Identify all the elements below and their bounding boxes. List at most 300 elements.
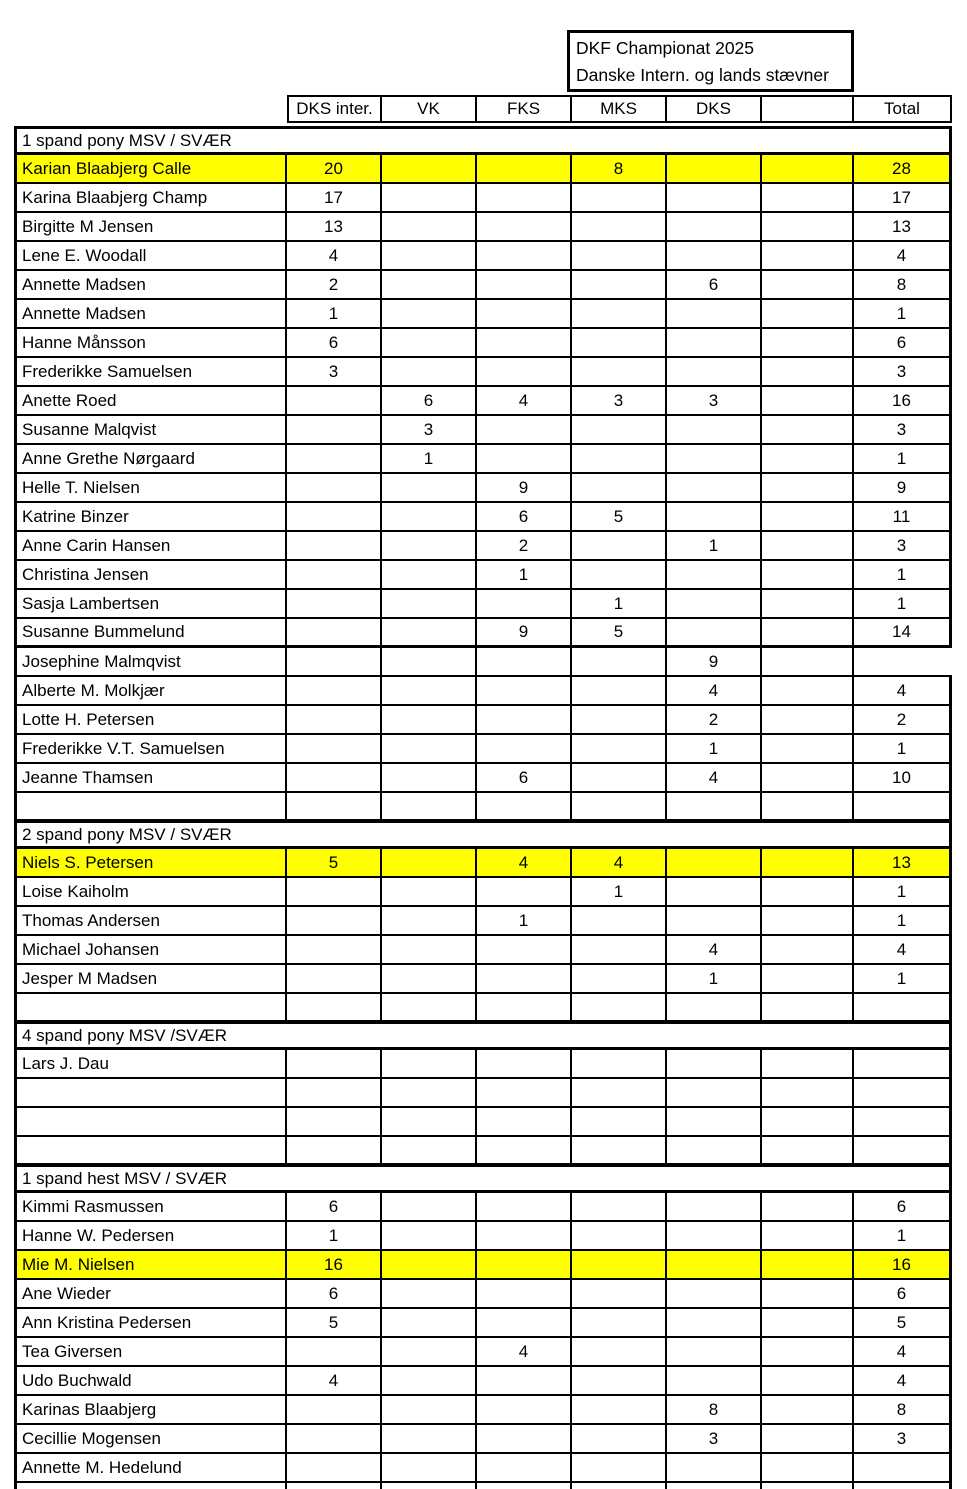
value-cell <box>762 1222 854 1251</box>
name-cell: Alberte M. Molkjær <box>14 677 287 706</box>
value-cell <box>854 1108 952 1137</box>
table-row <box>14 936 952 965</box>
value-cell <box>572 416 667 445</box>
value-cell <box>287 1338 382 1367</box>
section-header-2-spand-pony-msv-sv-r: 2 spand pony MSV / SVÆR <box>14 820 952 849</box>
value-cell <box>762 445 854 474</box>
value-cell <box>287 1079 382 1108</box>
value-cell: 1 <box>572 878 667 907</box>
value-cell: 6 <box>287 1193 382 1222</box>
value-cell: 8 <box>572 155 667 184</box>
value-cell <box>287 387 382 416</box>
value-cell <box>382 706 477 735</box>
name-cell <box>14 793 287 822</box>
value-cell <box>572 1483 667 1489</box>
value-cell <box>382 300 477 329</box>
value-cell: 3 <box>854 532 952 561</box>
column-header-fks: FKS <box>477 95 572 123</box>
value-cell <box>287 619 382 648</box>
value-cell <box>382 561 477 590</box>
value-cell <box>762 706 854 735</box>
value-cell <box>477 648 572 677</box>
value-cell <box>762 532 854 561</box>
value-cell <box>572 907 667 936</box>
value-cell <box>382 994 477 1023</box>
value-cell <box>762 416 854 445</box>
value-cell <box>667 474 762 503</box>
value-cell <box>667 1483 762 1489</box>
value-cell <box>287 503 382 532</box>
value-cell <box>667 849 762 878</box>
name-cell: Ann Kristina Pedersen <box>14 1309 287 1338</box>
value-cell <box>572 1251 667 1280</box>
value-cell <box>667 503 762 532</box>
name-cell <box>14 1137 287 1166</box>
value-cell <box>382 184 477 213</box>
value-cell <box>854 1050 952 1079</box>
value-cell <box>287 445 382 474</box>
value-cell <box>382 735 477 764</box>
section-header-4-spand-pony-msv-sv-r: 4 spand pony MSV /SVÆR <box>14 1021 952 1050</box>
value-cell <box>477 271 572 300</box>
value-cell <box>477 300 572 329</box>
value-cell <box>382 1193 477 1222</box>
value-cell <box>382 358 477 387</box>
value-cell <box>667 1367 762 1396</box>
value-cell <box>477 1280 572 1309</box>
value-cell <box>477 329 572 358</box>
value-cell <box>667 445 762 474</box>
value-cell: 1 <box>854 1222 952 1251</box>
name-cell: Annette M. Hedelund <box>14 1454 287 1483</box>
name-cell: Tea Giversen <box>14 1338 287 1367</box>
section-body <box>14 155 952 822</box>
name-cell: Sasja Lambertsen <box>14 590 287 619</box>
name-cell: Hanne W. Pedersen <box>14 1222 287 1251</box>
value-cell: 3 <box>854 416 952 445</box>
table-row <box>14 445 952 474</box>
table-row <box>14 1454 952 1483</box>
value-cell: 3 <box>287 358 382 387</box>
value-cell <box>762 358 854 387</box>
value-cell <box>382 1396 477 1425</box>
value-cell <box>572 735 667 764</box>
value-cell <box>572 1425 667 1454</box>
page-subtitle: Danske Intern. og lands stævner <box>576 65 829 85</box>
value-cell <box>762 1280 854 1309</box>
value-cell <box>762 213 854 242</box>
column-header-dks-inter: DKS inter. <box>287 95 382 123</box>
value-cell <box>477 1079 572 1108</box>
value-cell <box>572 1309 667 1338</box>
value-cell <box>477 1251 572 1280</box>
value-cell <box>477 1050 572 1079</box>
table-row <box>14 907 952 936</box>
value-cell <box>762 936 854 965</box>
value-cell <box>572 1367 667 1396</box>
value-cell: 17 <box>854 184 952 213</box>
value-cell <box>287 561 382 590</box>
value-cell: 4 <box>477 387 572 416</box>
name-cell: Anette Roed <box>14 387 287 416</box>
table-row <box>14 271 952 300</box>
table-row <box>14 329 952 358</box>
value-cell <box>477 994 572 1023</box>
value-cell <box>762 1367 854 1396</box>
value-cell: 1 <box>667 532 762 561</box>
value-cell <box>667 242 762 271</box>
value-cell: 14 <box>854 619 952 648</box>
name-cell: Michael Johansen <box>14 936 287 965</box>
value-cell <box>572 706 667 735</box>
value-cell <box>572 242 667 271</box>
value-cell <box>287 1483 382 1489</box>
value-cell <box>382 677 477 706</box>
value-cell <box>572 793 667 822</box>
value-cell <box>762 878 854 907</box>
value-cell <box>382 764 477 793</box>
value-cell <box>667 329 762 358</box>
column-header-row <box>14 95 952 123</box>
value-cell <box>572 1050 667 1079</box>
title-box <box>567 30 854 92</box>
value-cell: 9 <box>854 474 952 503</box>
value-cell <box>667 561 762 590</box>
value-cell <box>477 1108 572 1137</box>
value-cell <box>762 184 854 213</box>
value-cell <box>667 1338 762 1367</box>
value-cell <box>382 1454 477 1483</box>
value-cell <box>382 329 477 358</box>
value-cell <box>762 764 854 793</box>
value-cell <box>572 474 667 503</box>
value-cell <box>477 155 572 184</box>
value-cell <box>477 1483 572 1489</box>
value-cell <box>762 387 854 416</box>
value-cell <box>667 1222 762 1251</box>
value-cell: 5 <box>287 849 382 878</box>
table-row <box>14 1222 952 1251</box>
value-cell <box>667 416 762 445</box>
value-cell <box>382 474 477 503</box>
value-cell: 1 <box>287 300 382 329</box>
value-cell <box>762 503 854 532</box>
table-row <box>14 416 952 445</box>
value-cell: 8 <box>667 1396 762 1425</box>
value-cell <box>572 271 667 300</box>
table-row <box>14 561 952 590</box>
value-cell <box>762 1193 854 1222</box>
value-cell <box>667 1137 762 1166</box>
value-cell <box>477 1396 572 1425</box>
value-cell <box>477 416 572 445</box>
value-cell <box>762 1108 854 1137</box>
value-cell <box>572 1222 667 1251</box>
value-cell <box>762 1396 854 1425</box>
table-row <box>14 764 952 793</box>
name-cell: Frederikke V.T. Samuelsen <box>14 735 287 764</box>
value-cell <box>477 677 572 706</box>
value-cell <box>477 965 572 994</box>
value-cell <box>287 764 382 793</box>
value-cell: 8 <box>854 1396 952 1425</box>
name-cell: Lene E. Woodall <box>14 242 287 271</box>
table-row <box>14 532 952 561</box>
value-cell <box>667 1280 762 1309</box>
value-cell <box>762 474 854 503</box>
value-cell <box>382 1137 477 1166</box>
value-cell <box>572 532 667 561</box>
value-cell: 6 <box>287 1280 382 1309</box>
section-header-1-spand-hest-msv-sv-r: 1 spand hest MSV / SVÆR <box>14 1164 952 1193</box>
value-cell: 2 <box>667 706 762 735</box>
value-cell <box>287 936 382 965</box>
value-cell <box>667 590 762 619</box>
value-cell <box>382 1483 477 1489</box>
value-cell <box>382 936 477 965</box>
value-cell: 2 <box>477 532 572 561</box>
value-cell: 1 <box>667 735 762 764</box>
value-cell <box>382 1108 477 1137</box>
table-row <box>14 677 952 706</box>
value-cell <box>382 213 477 242</box>
table-row <box>14 994 952 1023</box>
name-cell: Jeanne Thamsen <box>14 764 287 793</box>
name-cell: Annette Madsen <box>14 271 287 300</box>
value-cell <box>572 965 667 994</box>
value-cell: 1 <box>477 561 572 590</box>
table-row <box>14 619 952 648</box>
table-row <box>14 1280 952 1309</box>
value-cell <box>477 706 572 735</box>
value-cell <box>667 213 762 242</box>
value-cell: 3 <box>667 387 762 416</box>
name-cell: Cecillie Mogensen <box>14 1425 287 1454</box>
name-cell: Niels S. Petersen <box>14 849 287 878</box>
value-cell <box>667 619 762 648</box>
value-cell <box>382 1079 477 1108</box>
value-cell <box>854 1483 952 1489</box>
value-cell <box>762 271 854 300</box>
value-cell <box>762 1454 854 1483</box>
value-cell <box>287 1396 382 1425</box>
value-cell <box>477 1222 572 1251</box>
name-cell <box>14 994 287 1023</box>
name-cell: Helle T. Nielsen <box>14 474 287 503</box>
value-cell <box>572 445 667 474</box>
value-cell: 4 <box>854 1367 952 1396</box>
value-cell: 4 <box>854 677 952 706</box>
table-row <box>14 213 952 242</box>
value-cell: 13 <box>854 849 952 878</box>
value-cell <box>854 994 952 1023</box>
value-cell: 5 <box>854 1309 952 1338</box>
value-cell <box>854 1079 952 1108</box>
value-cell <box>477 1454 572 1483</box>
value-cell <box>572 358 667 387</box>
column-header-vk: VK <box>382 95 477 123</box>
name-cell: Karinas Blaabjerg <box>14 1396 287 1425</box>
table-row <box>14 300 952 329</box>
value-cell <box>762 1425 854 1454</box>
value-cell: 1 <box>854 590 952 619</box>
value-cell <box>287 706 382 735</box>
value-cell <box>762 242 854 271</box>
value-cell: 3 <box>854 358 952 387</box>
table-row <box>14 793 952 822</box>
value-cell <box>762 1338 854 1367</box>
value-cell: 6 <box>854 329 952 358</box>
table-row <box>14 184 952 213</box>
value-cell <box>667 994 762 1023</box>
table-row <box>14 242 952 271</box>
value-cell <box>477 878 572 907</box>
value-cell <box>667 300 762 329</box>
column-header-spacer <box>14 95 287 123</box>
value-cell: 1 <box>854 300 952 329</box>
table-row <box>14 1367 952 1396</box>
value-cell: 17 <box>287 184 382 213</box>
value-cell <box>477 936 572 965</box>
value-cell <box>572 1396 667 1425</box>
value-cell <box>382 878 477 907</box>
value-cell <box>572 561 667 590</box>
value-cell <box>477 184 572 213</box>
section-header-1-spand-pony-msv-sv-r: 1 spand pony MSV / SVÆR <box>14 126 952 155</box>
value-cell: 6 <box>854 1193 952 1222</box>
value-cell <box>572 1137 667 1166</box>
table-row <box>14 1050 952 1079</box>
value-cell <box>287 677 382 706</box>
value-cell: 2 <box>854 706 952 735</box>
section-body <box>14 849 952 1023</box>
value-cell <box>572 1193 667 1222</box>
value-cell: 16 <box>854 1251 952 1280</box>
value-cell <box>287 590 382 619</box>
value-cell: 20 <box>287 155 382 184</box>
value-cell: 1 <box>854 965 952 994</box>
value-cell <box>572 1079 667 1108</box>
value-cell <box>382 1367 477 1396</box>
value-cell <box>762 793 854 822</box>
table-row <box>14 474 952 503</box>
table-row <box>14 965 952 994</box>
table-row <box>14 503 952 532</box>
value-cell: 4 <box>667 936 762 965</box>
value-cell: 6 <box>854 1280 952 1309</box>
table-row <box>14 1396 952 1425</box>
table-row <box>14 849 952 878</box>
table-row <box>14 1483 952 1489</box>
value-cell <box>382 1309 477 1338</box>
value-cell: 9 <box>477 619 572 648</box>
value-cell: 16 <box>287 1251 382 1280</box>
value-cell: 1 <box>854 878 952 907</box>
value-cell <box>762 1137 854 1166</box>
value-cell: 9 <box>667 648 762 677</box>
value-cell: 4 <box>287 242 382 271</box>
value-cell: 6 <box>477 503 572 532</box>
value-cell <box>854 1137 952 1166</box>
value-cell <box>382 1280 477 1309</box>
value-cell <box>382 271 477 300</box>
table-row <box>14 648 952 677</box>
value-cell: 4 <box>572 849 667 878</box>
value-cell <box>382 1222 477 1251</box>
value-cell <box>762 677 854 706</box>
value-cell <box>667 1193 762 1222</box>
value-cell: 28 <box>854 155 952 184</box>
value-cell <box>477 1137 572 1166</box>
value-cell <box>667 1050 762 1079</box>
value-cell <box>667 1309 762 1338</box>
name-cell: Anne Grethe Nørgaard <box>14 445 287 474</box>
value-cell <box>382 793 477 822</box>
table-row <box>14 590 952 619</box>
value-cell: 4 <box>854 242 952 271</box>
value-cell: 6 <box>667 271 762 300</box>
name-cell: Hanne Månsson <box>14 329 287 358</box>
value-cell: 4 <box>667 677 762 706</box>
value-cell <box>762 561 854 590</box>
value-cell: 3 <box>667 1425 762 1454</box>
value-cell <box>762 965 854 994</box>
value-cell: 6 <box>477 764 572 793</box>
name-cell: Jesper M Madsen <box>14 965 287 994</box>
name-cell: Anne Carin Hansen <box>14 532 287 561</box>
value-cell: 16 <box>854 387 952 416</box>
value-cell <box>287 1050 382 1079</box>
value-cell: 1 <box>382 445 477 474</box>
value-cell <box>572 1338 667 1367</box>
value-cell <box>762 648 854 677</box>
table-row <box>14 706 952 735</box>
value-cell <box>762 1251 854 1280</box>
table-row <box>14 735 952 764</box>
value-cell <box>667 793 762 822</box>
value-cell <box>477 358 572 387</box>
value-cell <box>762 1050 854 1079</box>
value-cell: 1 <box>854 561 952 590</box>
value-cell <box>572 936 667 965</box>
column-header-mks: MKS <box>572 95 667 123</box>
value-cell: 13 <box>287 213 382 242</box>
value-cell <box>667 1454 762 1483</box>
name-cell: Ane Wieder <box>14 1280 287 1309</box>
value-cell <box>287 793 382 822</box>
value-cell: 4 <box>477 849 572 878</box>
value-cell <box>572 764 667 793</box>
value-cell <box>382 1251 477 1280</box>
value-cell <box>477 1193 572 1222</box>
value-cell <box>572 213 667 242</box>
sheet <box>14 95 952 1489</box>
name-cell: Karina Blaabjerg Champ <box>14 184 287 213</box>
value-cell: 5 <box>572 503 667 532</box>
name-cell: Annette Madsen <box>14 300 287 329</box>
value-cell <box>287 1425 382 1454</box>
value-cell <box>477 735 572 764</box>
value-cell <box>382 242 477 271</box>
value-cell <box>572 300 667 329</box>
value-cell <box>762 300 854 329</box>
value-cell <box>667 1251 762 1280</box>
value-cell <box>762 994 854 1023</box>
table-row <box>14 1079 952 1108</box>
name-cell: Lotte H. Petersen <box>14 706 287 735</box>
value-cell <box>382 1425 477 1454</box>
table-row <box>14 1425 952 1454</box>
